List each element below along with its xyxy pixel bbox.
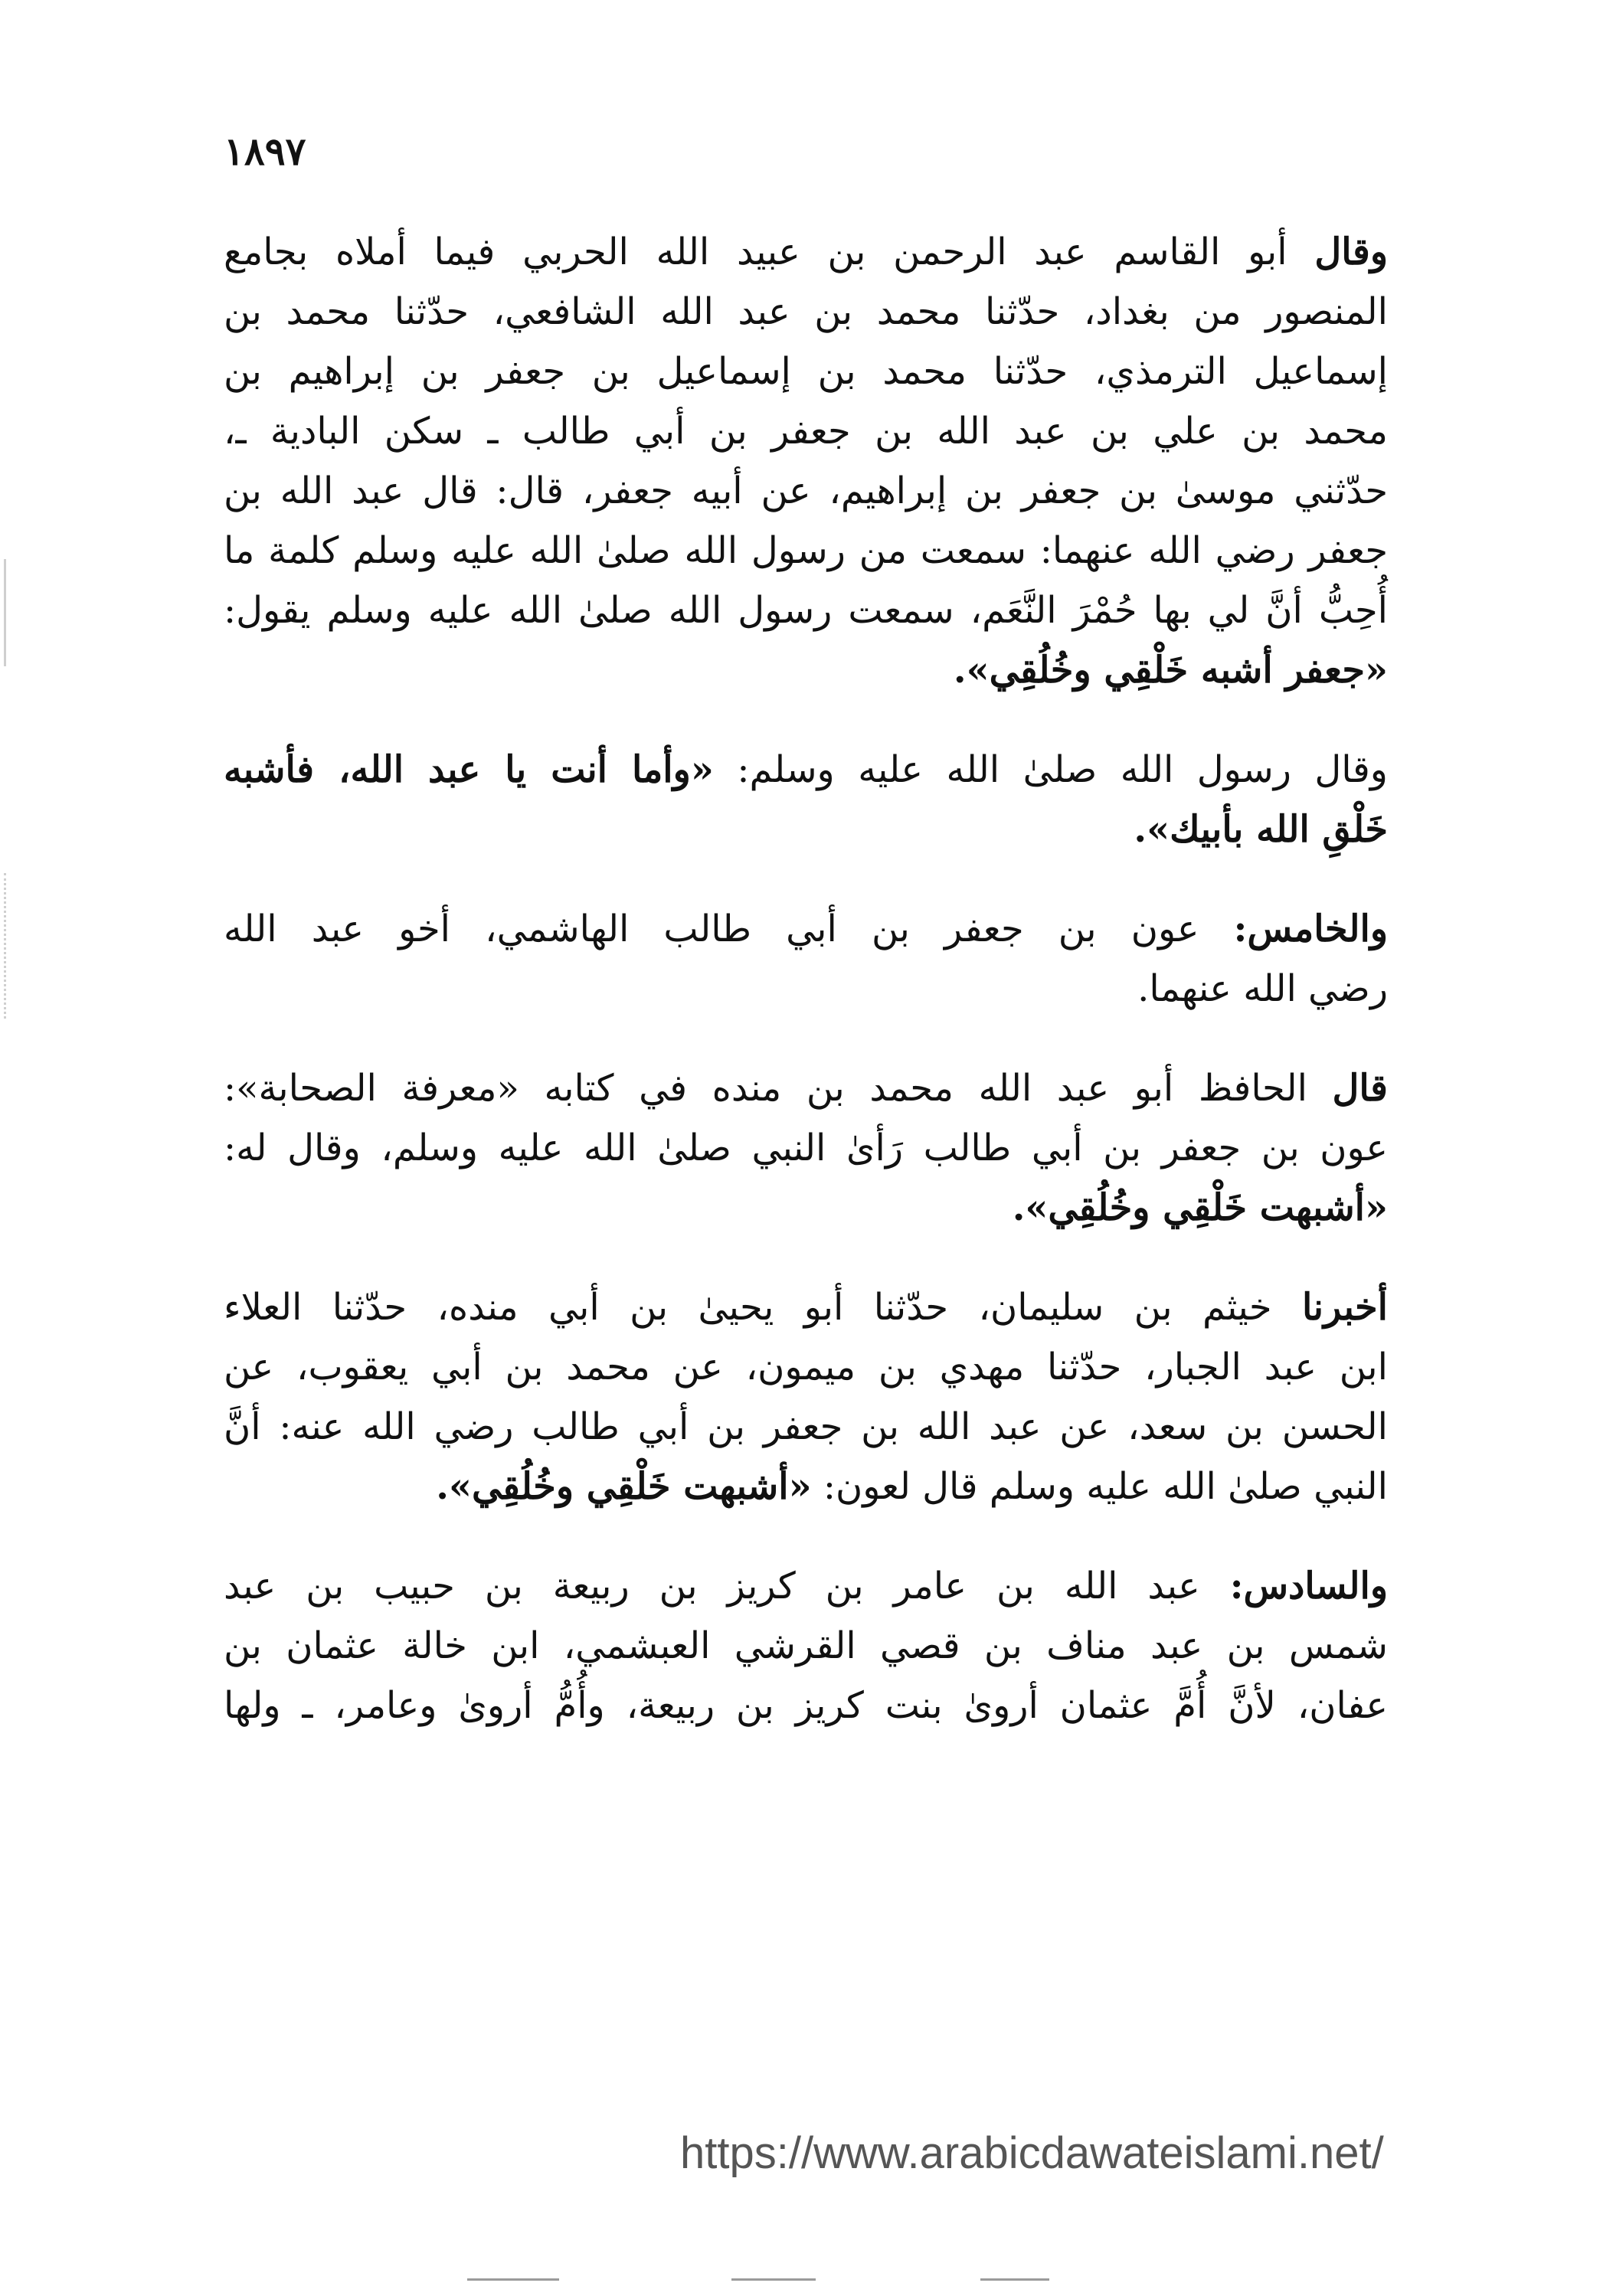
text-line: أُحِبُّ أنَّ لي بها حُمْرَ النَّعَم، سمعت رسول الله صلىٰ الله عليه وسلم يقول: [224,589,1388,632]
footer-rule [467,2278,559,2281]
paragraph-3 [224,899,1388,1019]
page-body [224,222,1388,1775]
scan-margin-dots [4,873,8,1019]
text-line: شمس بن عبد مناف بن قصي القرشي العبشمي، ابن خالة عثمان بن [224,1624,1388,1667]
line-text: وقال رسول الله صلىٰ الله عليه وسلم: [737,748,1388,791]
text-line [224,740,1388,800]
hadith-quote: «جعفر أشبه خَلْقِي وخُلُقِي». [953,649,1388,692]
line-text: أبو القاسم عبد الرحمن بن عبيد الله الحربي فيما أملاه بجامع [224,231,1287,273]
line-text: النبي صلىٰ الله عليه وسلم قال لعون: [823,1465,1388,1508]
paragraph-1 [224,222,1388,700]
text-line [224,222,1388,282]
text-line [224,1277,1388,1337]
text-line [224,1457,1388,1516]
paragraph-lead: قال [1332,1067,1388,1110]
hadith-quote: خَلْقِ الله بأبيك». [1134,808,1388,851]
paragraph-6 [224,1556,1388,1735]
text-line [224,1556,1388,1616]
text-line [224,1058,1388,1118]
watermark-url: https://www.arabicdawateislami.net/ [680,2128,1384,2178]
hadith-quote: «أشبهت خَلْقِي وخُلُقِي». [1012,1186,1388,1229]
paragraph-4 [224,1058,1388,1238]
text-line: عون بن جعفر بن أبي طالب رَأىٰ النبي صلىٰ الله عليه وسلم، وقال له: [224,1127,1388,1169]
text-line: حدّثني موسىٰ بن جعفر بن إبراهيم، عن أبيه جعفر، قال: قال عبد الله بن [224,469,1388,512]
text-line: الحسن بن سعد، عن عبد الله بن جعفر بن أبي طالب رضي الله عنه: أنَّ [224,1405,1388,1448]
line-text: خيثم بن سليمان، حدّثنا أبو يحيىٰ بن أبي منده، حدّثنا العلاء [224,1286,1272,1329]
footer-rule [731,2278,816,2281]
footer-rule [980,2278,1049,2281]
line-text: عبد الله بن عامر بن كريز بن ربيعة بن حبيب بن عبد [224,1565,1200,1608]
text-line [224,899,1388,959]
text-line: المنصور من بغداد، حدّثنا محمد بن عبد الله الشافعي، حدّثنا محمد بن [224,290,1388,333]
scan-margin-line [4,559,6,666]
paragraph-lead: وقال [1314,231,1388,273]
paragraph-lead: والسادس: [1229,1565,1388,1608]
text-line: ابن عبد الجبار، حدّثنا مهدي بن ميمون، عن محمد بن أبي يعقوب، عن [224,1346,1388,1388]
text-line: جعفر رضي الله عنهما: سمعت من رسول الله صلىٰ الله عليه وسلم كلمة ما [224,529,1388,572]
text-line: رضي الله عنهما. [1137,967,1388,1010]
page-number: ١٨٩٧ [224,129,306,174]
line-text: عون بن جعفر بن أبي طالب الهاشمي، أخو عبد الله [224,908,1199,950]
paragraph-lead: والخامس: [1233,908,1388,950]
paragraph-5 [224,1277,1388,1516]
hadith-quote: «أشبهت خَلْقِي وخُلُقِي». [436,1465,812,1508]
text-line: عفان، لأنَّ أُمَّ عثمان أروىٰ بنت كريز بن ربيعة، وأُمُّ أروىٰ وعامر، ـ ولها [224,1684,1388,1727]
hadith-quote: «وأما أنت يا عبد الله، فأشبه [224,748,714,791]
paragraph-2 [224,740,1388,859]
text-line: إسماعيل الترمذي، حدّثنا محمد بن إسماعيل بن جعفر بن إبراهيم بن [224,350,1388,393]
paragraph-lead: أخبرنا [1302,1286,1389,1329]
line-text: الحافظ أبو عبد الله محمد بن منده في كتابه «معرفة الصحابة»: [224,1067,1307,1110]
text-line: محمد بن علي بن عبد الله بن جعفر بن أبي طالب ـ سكن البادية ـ، [224,410,1389,453]
